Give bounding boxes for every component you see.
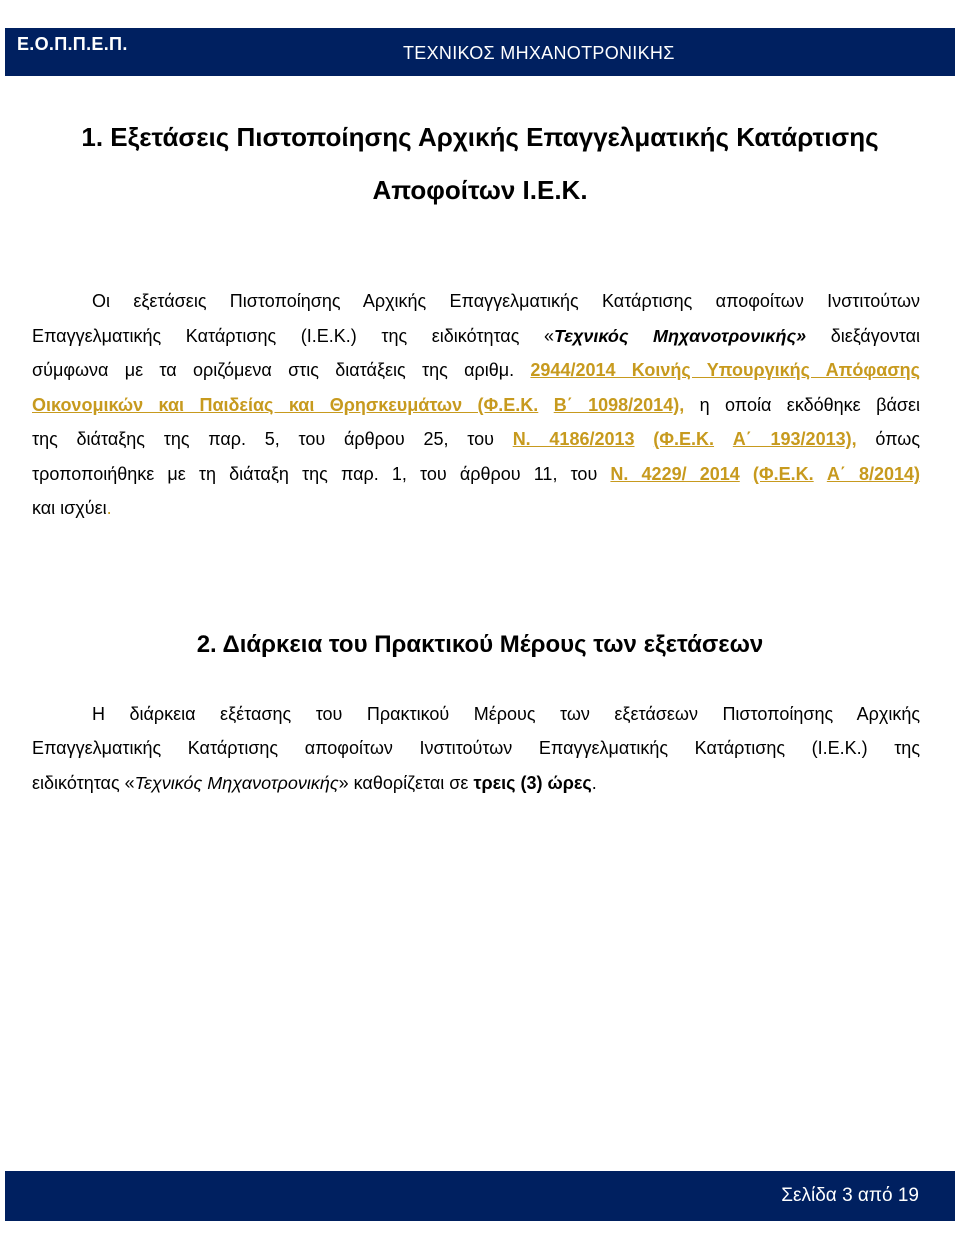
section1-line6: τροποποιήθηκε με τη διάταξη της παρ. 1, του άρθρου 11, του Ν. 4229/ 2014 (Φ.Ε.Κ. Α΄ 8/2014) <box>32 464 920 484</box>
section2-line2: Επαγγελματικής Κατάρτισης αποφοίτων Ινστιτούτων Επαγγελματικής Κατάρτισης (Ι.Ε.Κ.) της <box>32 738 920 758</box>
section1-line7: και ισχύει. <box>32 498 112 518</box>
link-fek-b-1098-2014[interactable]: Β΄ 1098/2014), <box>553 395 685 415</box>
section1-line2: Επαγγελματικής Κατάρτισης (Ι.Ε.Κ.) της ειδικότητας «Τεχνικός Μηχανοτρονικής» διεξάγονται <box>32 326 920 346</box>
specialty-name-2: Τεχνικός Μηχανοτρονικής <box>134 773 339 793</box>
section1-line3: σύμφωνα με τα οριζόμενα στις διατάξεις της αριθμ. 2944/2014 Κοινής Υπουργικής Απόφασης <box>32 360 921 380</box>
exam-duration: τρεις (3) ώρες <box>473 773 592 793</box>
header-specialty: ΤΕΧΝΙΚΟΣ ΜΗΧΑΝΟΤΡΟΝΙΚΗΣ <box>403 43 675 63</box>
section1-title-line1: 1. Εξετάσεις Πιστοποίησης Αρχικής Επαγγελματικής Κατάρτισης <box>81 122 879 152</box>
link-kya-2944-2014[interactable]: 2944/2014 Κοινής Υπουργικής Απόφασης <box>530 360 921 380</box>
header-bar <box>5 28 955 76</box>
section2-line1: Η διάρκεια εξέτασης του Πρακτικού Μέρους των εξετάσεων Πιστοποίησης Αρχικής <box>92 704 920 724</box>
section1-title-line2: Αποφοίτων Ι.Ε.Κ. <box>372 175 588 205</box>
link-law-4186-2013[interactable]: Ν. 4186/2013 <box>512 429 635 449</box>
footer-bar <box>5 1171 955 1221</box>
section1-line1: Οι εξετάσεις Πιστοποίησης Αρχικής Επαγγελματικής Κατάρτισης αποφοίτων Ινστιτούτων <box>92 291 920 311</box>
section2-title: 2. Διάρκεια του Πρακτικού Μέρους των εξετάσεων <box>196 631 764 658</box>
link-fek-prefix-2[interactable]: (Φ.Ε.Κ. <box>752 464 814 484</box>
page-number: Σελίδα 3 από 19 <box>781 1185 919 1206</box>
section2-line3: ειδικότητας «Τεχνικός Μηχανοτρονικής» καθορίζεται σε τρεις (3) ώρες. <box>32 773 597 793</box>
link-law-4229-2014[interactable]: Ν. 4229/ 2014 <box>610 464 740 484</box>
link-fek-a-193-2013[interactable]: Α΄ 193/2013), <box>732 429 857 449</box>
header-organization: Ε.Ο.Π.Π.Ε.Π. <box>17 34 128 54</box>
link-fek-a-8-2014[interactable]: Α΄ 8/2014) <box>826 464 920 484</box>
link-kya-ministries[interactable]: Οικονομικών και Παιδείας και Θρησκευμάτων (Φ.Ε.Κ. <box>32 395 539 415</box>
link-fek-prefix[interactable]: (Φ.Ε.Κ. <box>653 429 715 449</box>
specialty-name: Τεχνικός Μηχανοτρονικής» <box>554 326 807 346</box>
section1-line5: της διάταξης της παρ. 5, του άρθρου 25, του Ν. 4186/2013 (Φ.Ε.Κ. Α΄ 193/2013), όπως <box>32 429 920 449</box>
section1-line4: Οικονομικών και Παιδείας και Θρησκευμάτων (Φ.Ε.Κ. Β΄ 1098/2014), η οποία εκδόθηκε βάσει <box>32 395 920 415</box>
